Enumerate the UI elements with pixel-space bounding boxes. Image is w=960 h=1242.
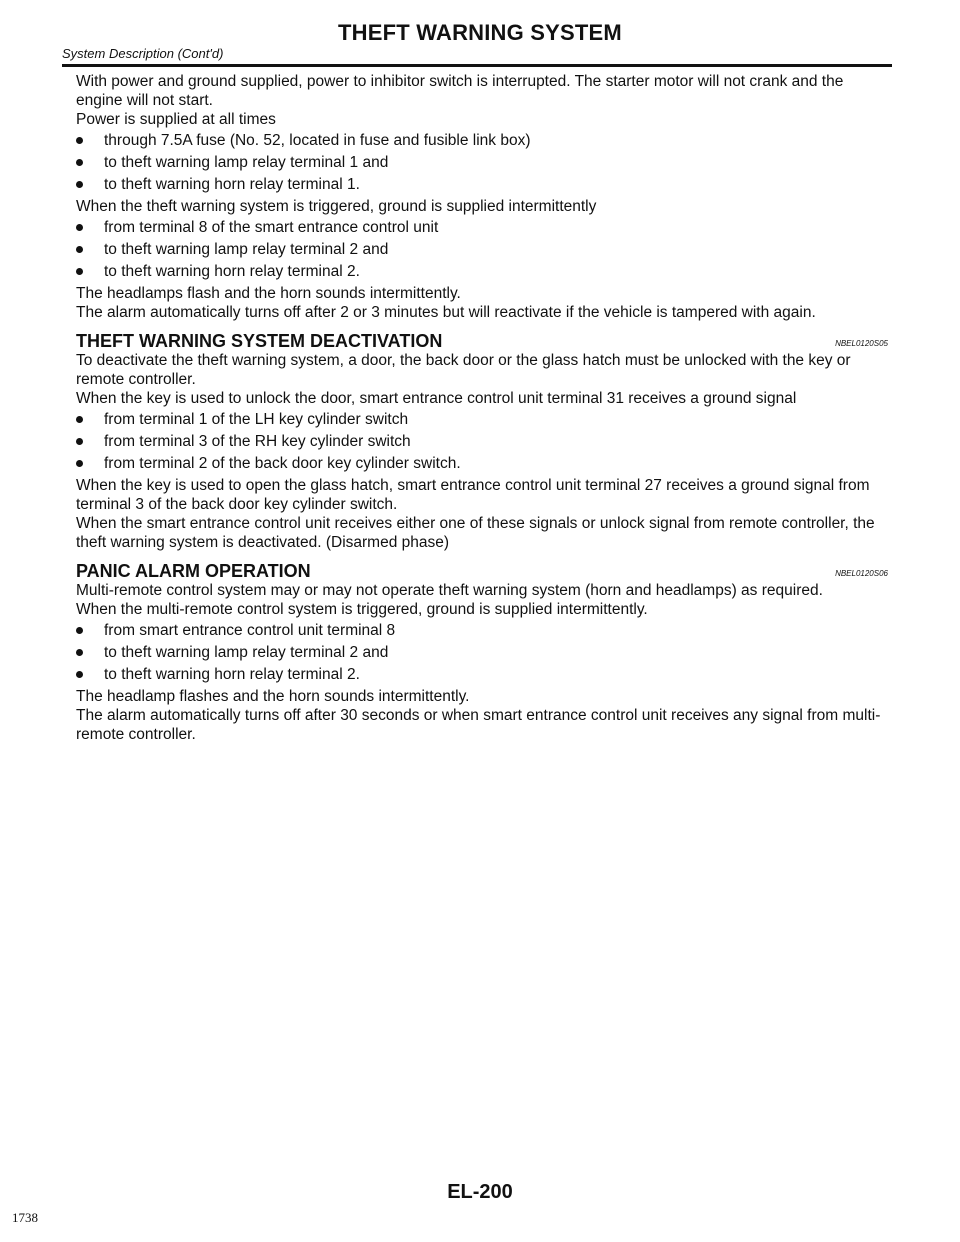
list-item: to theft warning lamp relay terminal 1 and: [76, 153, 888, 172]
bullet-list: [76, 131, 888, 194]
body-content: [76, 72, 888, 744]
list-item: from terminal 2 of the back door key cylinder switch.: [76, 454, 888, 473]
paragraph: Power is supplied at all times: [76, 111, 276, 128]
paragraph: To deactivate the theft warning system, a door, the back door or the glass hatch must be unlocked with the key or remote controller.: [76, 352, 851, 388]
list-item: to theft warning lamp relay terminal 2 and: [76, 240, 888, 259]
paragraph: The alarm automatically turns off after 2 or 3 minutes but will reactivate if the vehicle is tampered with again.: [76, 304, 816, 321]
list-item: from terminal 1 of the LH key cylinder switch: [76, 410, 888, 429]
paragraph: When the smart entrance control unit receives either one of these signals or unlock signal from remote controller, the theft warning system is deactivated. (Disarmed phase): [76, 515, 875, 551]
list-item: from terminal 8 of the smart entrance control unit: [76, 218, 888, 237]
list-item: from smart entrance control unit terminal 8: [76, 621, 888, 640]
bullet-list: [76, 410, 888, 473]
bullet-list: [76, 218, 888, 281]
paragraph: When the multi-remote control system is triggered, ground is supplied intermittently.: [76, 601, 648, 618]
paragraph: With power and ground supplied, power to inhibitor switch is interrupted. The starter motor will not crank and the engine will not start.: [76, 73, 844, 109]
list-item: through 7.5A fuse (No. 52, located in fuse and fusible link box): [76, 131, 888, 150]
list-item: to theft warning horn relay terminal 2.: [76, 665, 888, 684]
header-rule: [62, 64, 892, 67]
footer-page-code: EL-200: [447, 1181, 513, 1203]
section-heading: PANIC ALARM OPERATION: [76, 561, 311, 581]
page-title: THEFT WARNING SYSTEM: [338, 20, 622, 45]
paragraph: When the theft warning system is triggered, ground is supplied intermittently: [76, 198, 597, 215]
panic-heading-row: [76, 561, 888, 581]
page-number: 1738: [12, 1210, 38, 1225]
deactivation-heading-row: [76, 331, 888, 351]
paragraph: Multi-remote control system may or may not operate theft warning system (horn and headlamps) as required.: [76, 582, 823, 599]
list-item: to theft warning lamp relay terminal 2 and: [76, 643, 888, 662]
paragraph: When the key is used to unlock the door, smart entrance control unit terminal 31 receives a ground signal: [76, 390, 797, 407]
bullet-list: [76, 621, 888, 684]
list-item: from terminal 3 of the RH key cylinder switch: [76, 432, 888, 451]
reference-code: NBEL0120S06: [835, 569, 888, 578]
list-item: to theft warning horn relay terminal 1.: [76, 175, 888, 194]
section-heading: THEFT WARNING SYSTEM DEACTIVATION: [76, 331, 443, 351]
reference-code: NBEL0120S05: [835, 339, 888, 348]
section-label: System Description (Cont'd): [62, 46, 224, 61]
paragraph: The alarm automatically turns off after 30 seconds or when smart entrance control unit receives any signal from multi-remote controller.: [76, 707, 881, 743]
paragraph: The headlamp flashes and the horn sounds intermittently.: [76, 688, 470, 705]
paragraph: When the key is used to open the glass hatch, smart entrance control unit terminal 27 receives a ground signal from terminal 3 of the back door key cylinder switch.: [76, 477, 870, 513]
list-item: to theft warning horn relay terminal 2.: [76, 262, 888, 281]
paragraph: The headlamps flash and the horn sounds intermittently.: [76, 285, 461, 302]
